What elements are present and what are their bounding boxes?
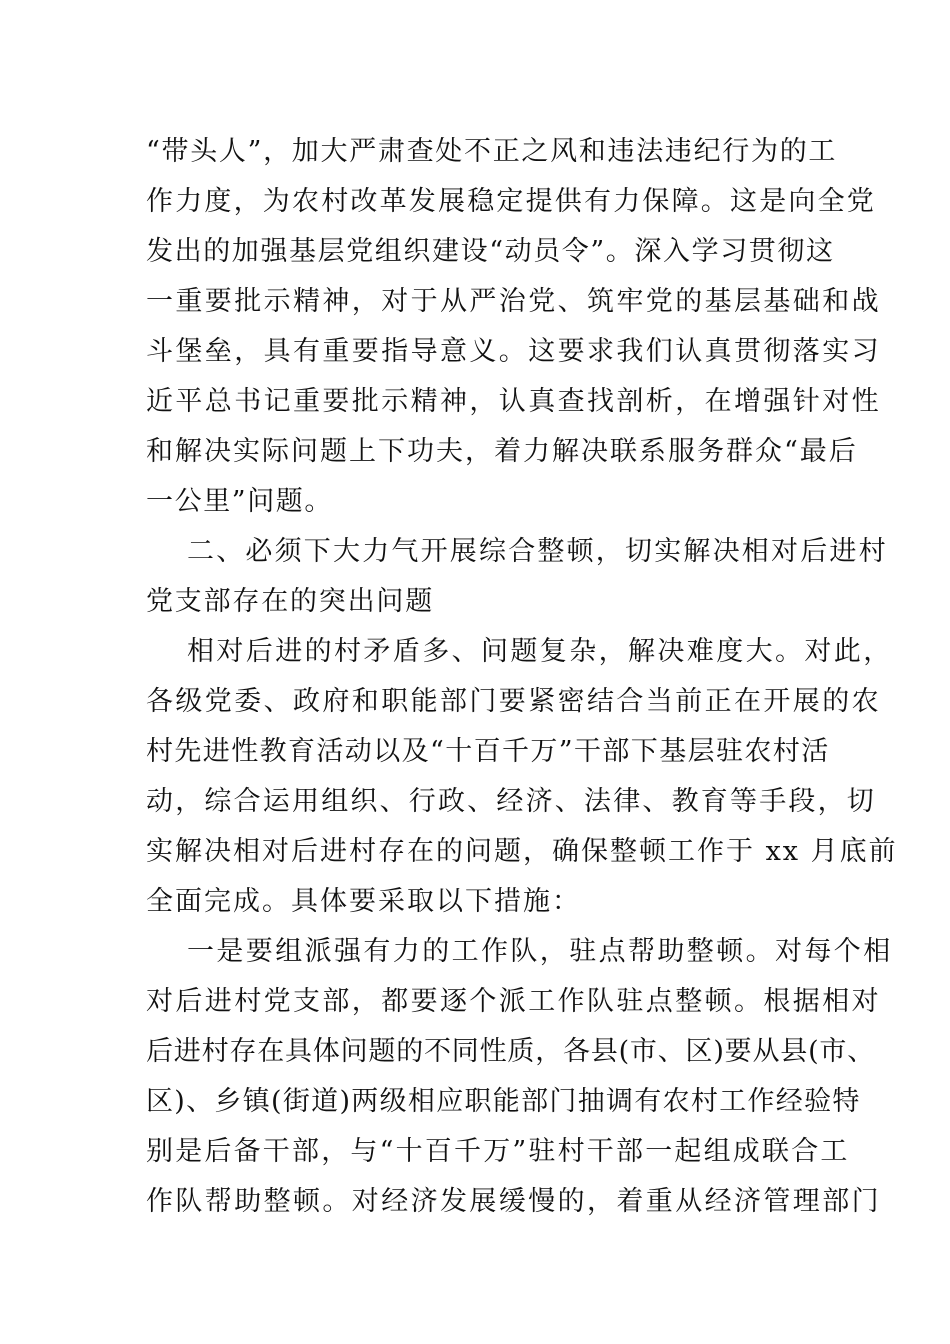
text-line: 动，综合运用组织、行政、经济、法律、教育等手段，切 bbox=[146, 786, 876, 817]
text-line: 实解决相对后进村存在的问题，确保整顿工作于 xx 月底前 bbox=[146, 836, 898, 867]
text-line: 作力度，为农村改革发展稳定提供有力保障。这是向全党 bbox=[146, 186, 876, 217]
text-line: 近平总书记重要批示精神，认真查找剖析，在增强针对性 bbox=[146, 386, 881, 417]
text-line: “带头人”，加大严肃查处不正之风和违法违纪行为的工 bbox=[146, 136, 838, 167]
text-line: 一重要批示精神，对于从严治党、筑牢党的基层基础和战 bbox=[146, 286, 881, 317]
text-line: 一公里”问题。 bbox=[146, 486, 334, 517]
text-line: 各级党委、政府和职能部门要紧密结合当前正在开展的农 bbox=[146, 686, 881, 717]
text-line: 对后进村党支部，都要逐个派工作队驻点整顿。根据相对 bbox=[146, 986, 881, 1017]
text-line: 区)、乡镇(街道)两级相应职能部门抽调有农村工作经验特 bbox=[146, 1086, 861, 1117]
section-heading-line: 二、必须下大力气开展综合整顿，切实解决相对后进村 bbox=[187, 536, 888, 567]
text-line: 和解决实际问题上下功夫，着力解决联系服务群众“最后 bbox=[146, 436, 858, 467]
text-line: 村先进性教育活动以及“十百千万”干部下基层驻农村活 bbox=[146, 736, 830, 767]
text-line: 后进村存在具体问题的不同性质，各县(市、区)要从县(市、 bbox=[146, 1036, 875, 1067]
text-line: 斗堡垒，具有重要指导意义。这要求我们认真贯彻落实习 bbox=[146, 336, 881, 367]
text-line: 一是要组派强有力的工作队，驻点帮助整顿。对每个相 bbox=[187, 936, 893, 967]
text-line: 全面完成。具体要采取以下措施： bbox=[146, 886, 581, 917]
section-heading-line: 党支部存在的突出问题 bbox=[146, 586, 434, 617]
text-line: 别是后备干部，与“十百千万”驻村干部一起组成联合工 bbox=[146, 1136, 850, 1167]
text-line: 相对后进的村矛盾多、问题复杂，解决难度大。对此， bbox=[187, 636, 893, 667]
text-line: 发出的加强基层党组织建设“动员令”。深入学习贯彻这 bbox=[146, 236, 835, 267]
text-line: 作队帮助整顿。对经济发展缓慢的，着重从经济管理部门 bbox=[146, 1186, 881, 1217]
